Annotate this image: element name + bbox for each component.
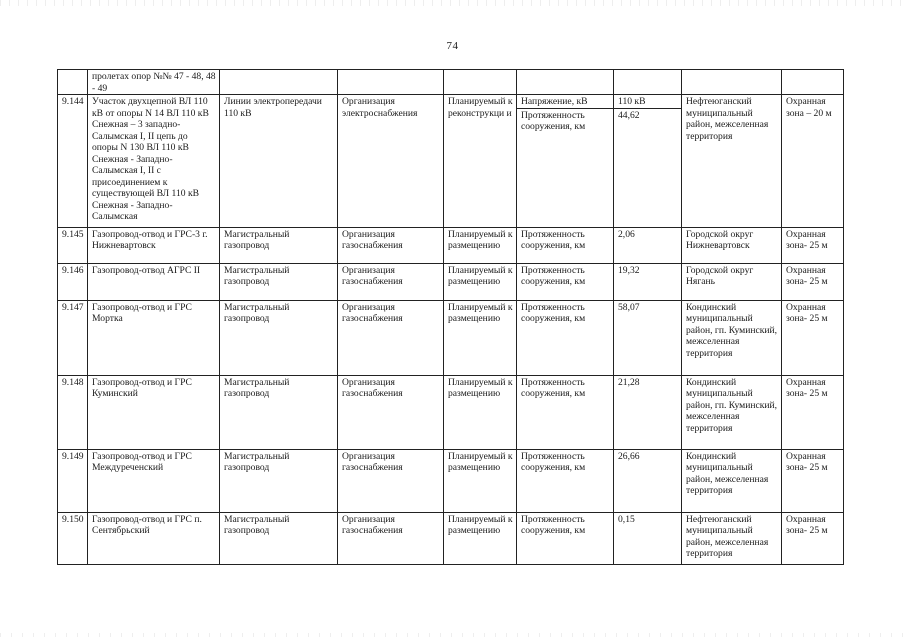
table-row [58, 375, 844, 449]
cell-num: 9.150 [58, 512, 88, 564]
cell-value: 26,66 [614, 449, 682, 512]
cell-zone: Охранная зона- 25 м [782, 300, 844, 375]
cell-location: Городской округ Нижневартовск [682, 227, 782, 263]
cell-zone: Охранная зона- 25 м [782, 375, 844, 449]
cell-type: Магистральный газопровод [220, 512, 338, 564]
cell-location: Городской округ Нягань [682, 263, 782, 300]
cell-type: Магистральный газопровод [220, 449, 338, 512]
cell-purpose: Организация газоснабжения [338, 375, 444, 449]
cell-zone [782, 70, 844, 95]
cell-location: Нефтеюганский муниципальный район, межселенная территория [682, 95, 782, 228]
cell-type: Магистральный газопровод [220, 300, 338, 375]
cell-zone: Охранная зона- 25 м [782, 512, 844, 564]
cell-location: Кондинский муниципальный район, межселенная территория [682, 449, 782, 512]
cell-purpose: Организация газоснабжения [338, 449, 444, 512]
cell-type: Магистральный газопровод [220, 227, 338, 263]
cell-name: Газопровод-отвод и ГРС-3 г. Нижневартовск [88, 227, 220, 263]
cell-type [220, 70, 338, 95]
cell-characteristic: Протяженность сооружения, км [517, 300, 614, 375]
cell-name: Газопровод-отвод и ГРС Мортка [88, 300, 220, 375]
cell-value: 19,32 [614, 263, 682, 300]
cell-value: 110 кВ [614, 95, 682, 109]
cell-value: 21,28 [614, 375, 682, 449]
cell-location: Кондинский муниципальный район, гп. Куминский, межселенная территория [682, 375, 782, 449]
cell-purpose: Организация газоснабжения [338, 512, 444, 564]
scan-edge-top [0, 0, 905, 6]
cell-name: Газопровод-отвод и ГРС Куминский [88, 375, 220, 449]
cell-value: 0,15 [614, 512, 682, 564]
cell-name: пролетах опор №№ 47 - 48, 48 - 49 [88, 70, 220, 95]
cell-characteristic: Протяженность сооружения, км [517, 108, 614, 227]
cell-name: Газопровод-отвод и ГРС Междуреченский [88, 449, 220, 512]
cell-num: 9.149 [58, 449, 88, 512]
cell-num: 9.148 [58, 375, 88, 449]
cell-purpose: Организация газоснабжения [338, 227, 444, 263]
cell-zone: Охранная зона – 20 м [782, 95, 844, 228]
cell-num: 9.146 [58, 263, 88, 300]
cell-purpose: Организация газоснабжения [338, 263, 444, 300]
cell-name: Газопровод-отвод АГРС II [88, 263, 220, 300]
cell-characteristic: Протяженность сооружения, км [517, 375, 614, 449]
cell-zone: Охранная зона- 25 м [782, 227, 844, 263]
cell-value: 44,62 [614, 108, 682, 227]
cell-purpose [338, 70, 444, 95]
scan-edge-bottom [0, 633, 905, 637]
cell-purpose: Организация газоснабжения [338, 300, 444, 375]
cell-zone: Охранная зона- 25 м [782, 449, 844, 512]
cell-status: Планируемый к размещению [444, 449, 517, 512]
cell-characteristic [517, 70, 614, 95]
cell-characteristic: Напряжение, кВ [517, 95, 614, 109]
cell-status: Планируемый к размещению [444, 263, 517, 300]
table-row [58, 512, 844, 564]
cell-num: 9.144 [58, 95, 88, 228]
cell-characteristic: Протяженность сооружения, км [517, 449, 614, 512]
cell-zone: Охранная зона- 25 м [782, 263, 844, 300]
page-number: 74 [446, 40, 459, 52]
cell-num [58, 70, 88, 95]
cell-status [444, 70, 517, 95]
cell-value: 2,06 [614, 227, 682, 263]
cell-status: Планируемый к реконструкци и [444, 95, 517, 228]
cell-status: Планируемый к размещению [444, 375, 517, 449]
cell-num: 9.147 [58, 300, 88, 375]
cell-location: Кондинский муниципальный район, гп. Куминский, межселенная территория [682, 300, 782, 375]
cell-value: 58,07 [614, 300, 682, 375]
cell-name: Газопровод-отвод и ГРС п. Сентябрьский [88, 512, 220, 564]
cell-value [614, 70, 682, 95]
cell-status: Планируемый к размещению [444, 512, 517, 564]
facilities-table [57, 69, 844, 565]
cell-purpose: Организация электроснабжения [338, 95, 444, 228]
table-row-continuation [58, 70, 844, 95]
cell-num: 9.145 [58, 227, 88, 263]
table-row [58, 300, 844, 375]
cell-type: Магистральный газопровод [220, 375, 338, 449]
table-row [58, 449, 844, 512]
cell-characteristic: Протяженность сооружения, км [517, 227, 614, 263]
cell-name: Участок двухцепной ВЛ 110 кВ от опоры N 14 ВЛ 110 кВ Снежная – 3 западно-Салымская I, II цепь до опоры N 130 ВЛ 110 кВ Снежная - Западно-Салымская I, II с присоединением к существующей ВЛ 110 кВ Снежная - Западно-Салымская [88, 95, 220, 228]
cell-type: Магистральный газопровод [220, 263, 338, 300]
cell-status: Планируемый к размещению [444, 227, 517, 263]
table-row [58, 95, 844, 109]
table-row [58, 263, 844, 300]
cell-type: Линии электропередачи 110 кВ [220, 95, 338, 228]
cell-location [682, 70, 782, 95]
table-row [58, 227, 844, 263]
cell-status: Планируемый к размещению [444, 300, 517, 375]
cell-location: Нефтеюганский муниципальный район, межселенная территория [682, 512, 782, 564]
cell-characteristic: Протяженность сооружения, км [517, 263, 614, 300]
cell-characteristic: Протяженность сооружения, км [517, 512, 614, 564]
